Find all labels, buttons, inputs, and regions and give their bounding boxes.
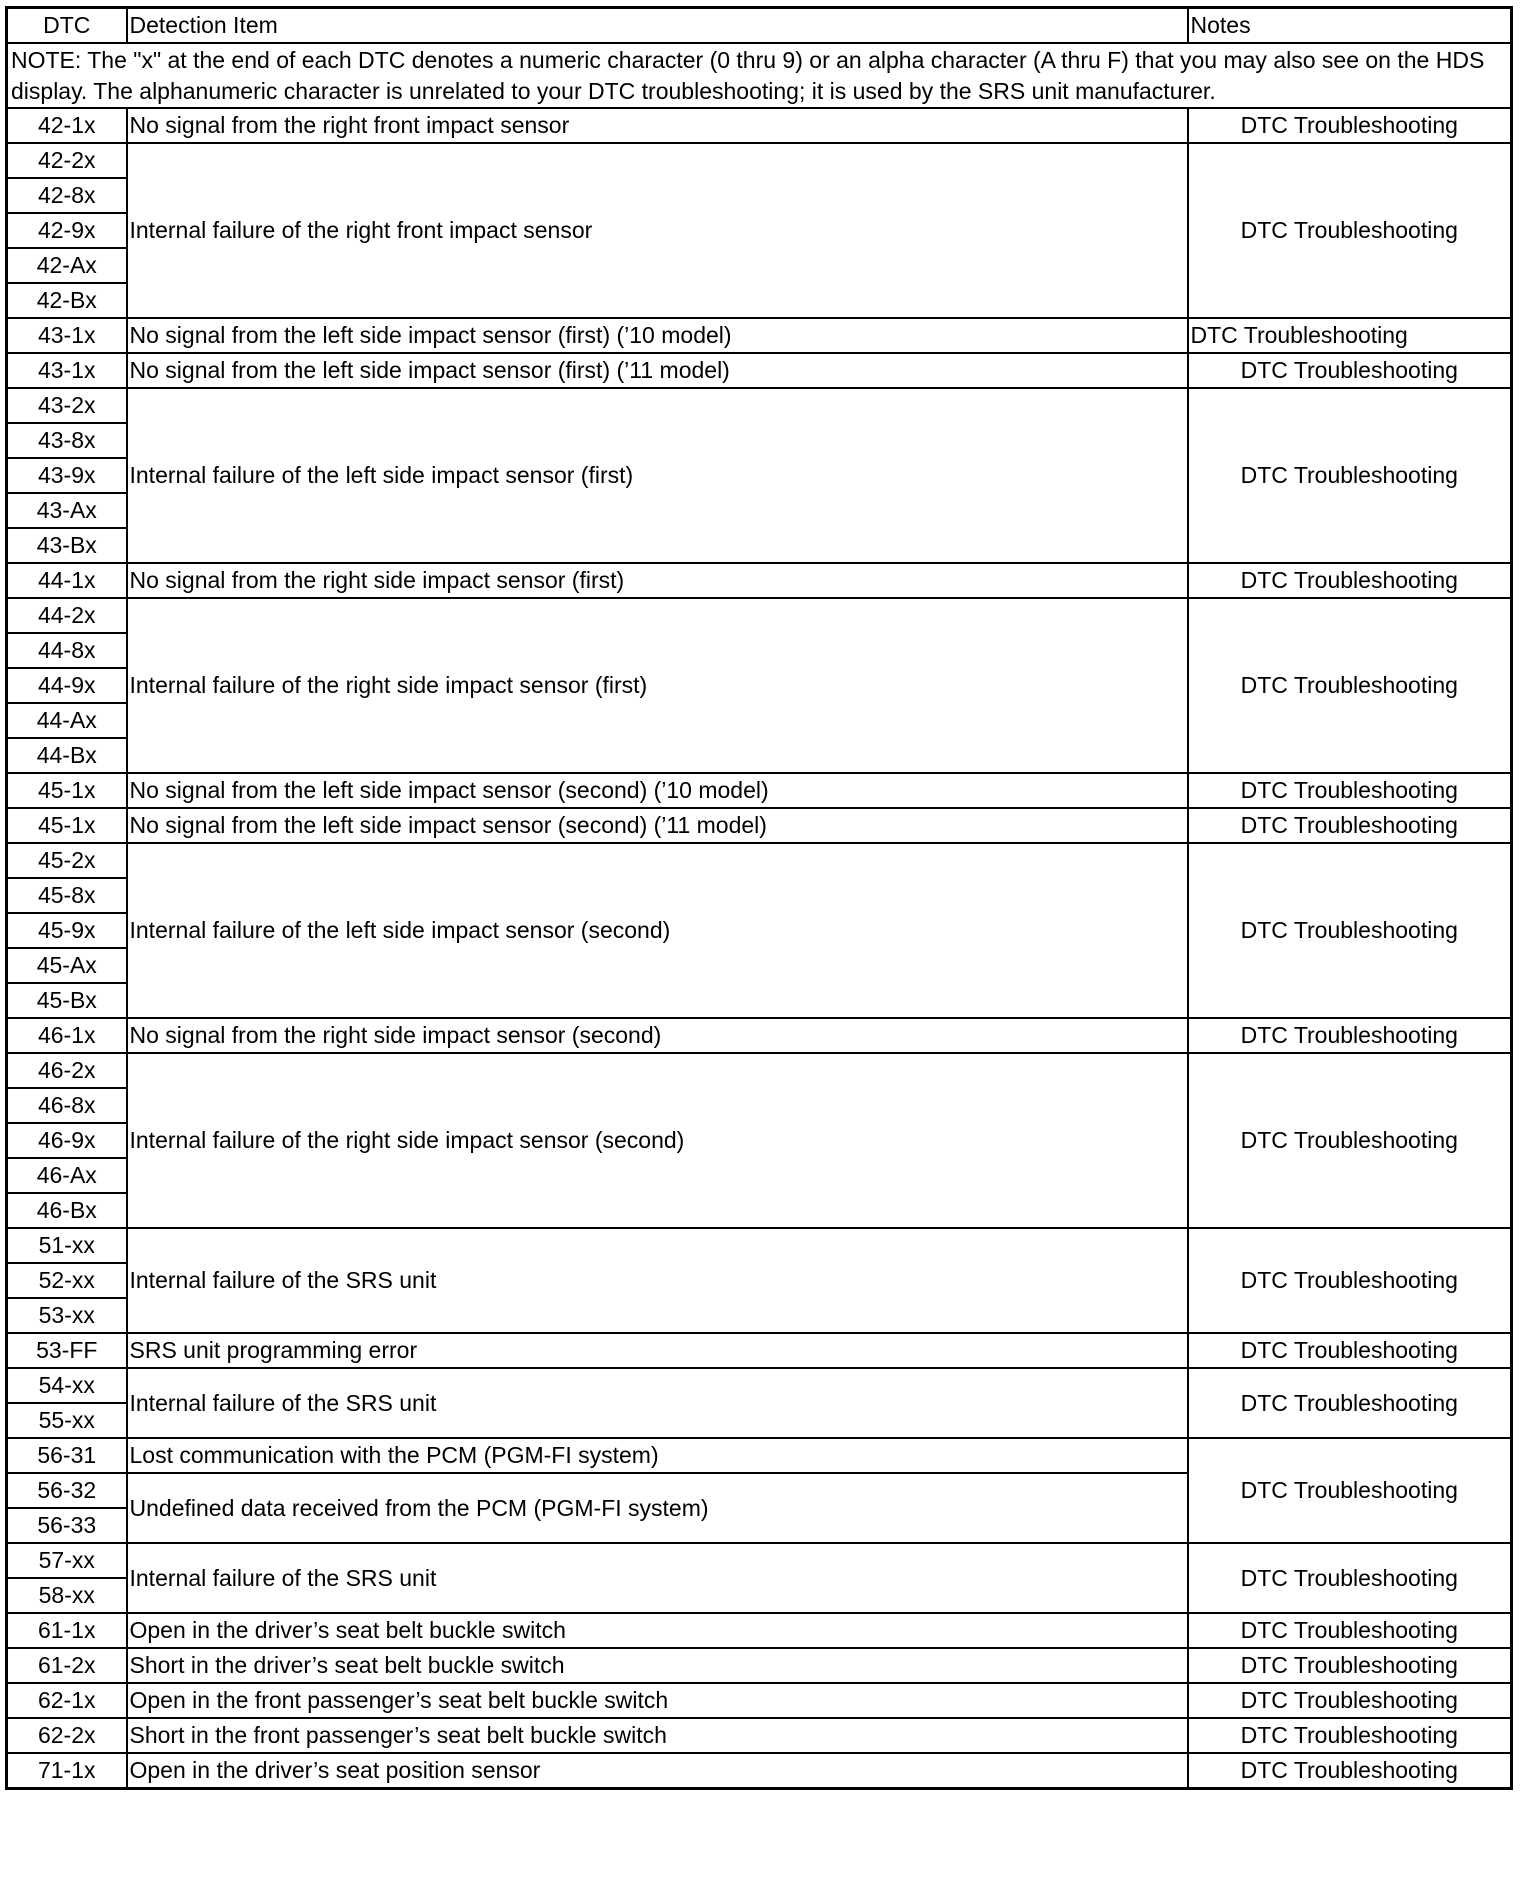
notes-cell: DTC Troubleshooting xyxy=(1188,843,1512,1018)
note-text: NOTE: The "x" at the end of each DTC denotes a numeric character (0 thru 9) or an alpha character (A thru F) that you may also see on the HDS display. The alphanumeric character is unrelated to your DTC troubleshooting; it is used by the SRS unit manufacturer. xyxy=(7,43,1512,108)
detection-item: Internal failure of the right side impact sensor (first) xyxy=(127,598,1188,773)
dtc-code: 62-2x xyxy=(7,1718,127,1753)
detection-item: Open in the front passenger’s seat belt buckle switch xyxy=(127,1683,1188,1718)
detection-item: Short in the driver’s seat belt buckle switch xyxy=(127,1648,1188,1683)
notes-cell: DTC Troubleshooting xyxy=(1188,1333,1512,1368)
dtc-code: 44-2x xyxy=(7,598,127,633)
dtc-code: 55-xx xyxy=(7,1403,127,1438)
table-row xyxy=(7,1053,1512,1088)
dtc-code: 46-Ax xyxy=(7,1158,127,1193)
dtc-code: 43-8x xyxy=(7,423,127,458)
dtc-code: 43-2x xyxy=(7,388,127,423)
dtc-code: 58-xx xyxy=(7,1578,127,1613)
note-row xyxy=(7,43,1512,108)
notes-cell: DTC Troubleshooting xyxy=(1188,808,1512,843)
dtc-code: 42-9x xyxy=(7,213,127,248)
dtc-code: 52-xx xyxy=(7,1263,127,1298)
table-row xyxy=(7,1543,1512,1578)
dtc-code: 53-xx xyxy=(7,1298,127,1333)
dtc-code: 42-1x xyxy=(7,108,127,143)
header-notes: Notes xyxy=(1188,8,1512,44)
detection-item: No signal from the right side impact sensor (first) xyxy=(127,563,1188,598)
dtc-code: 46-8x xyxy=(7,1088,127,1123)
dtc-code: 43-1x xyxy=(7,318,127,353)
table-row xyxy=(7,1683,1512,1718)
table-row xyxy=(7,318,1512,353)
table-row xyxy=(7,1753,1512,1789)
dtc-code: 56-31 xyxy=(7,1438,127,1473)
table-row xyxy=(7,1438,1512,1473)
detection-item: Open in the driver’s seat position sensor xyxy=(127,1753,1188,1789)
detection-item: Internal failure of the right front impact sensor xyxy=(127,143,1188,318)
dtc-code: 46-9x xyxy=(7,1123,127,1158)
notes-cell: DTC Troubleshooting xyxy=(1188,1613,1512,1648)
dtc-code: 42-Ax xyxy=(7,248,127,283)
notes-cell: DTC Troubleshooting xyxy=(1188,773,1512,808)
table-row xyxy=(7,808,1512,843)
table-row xyxy=(7,388,1512,423)
detection-item: No signal from the right side impact sensor (second) xyxy=(127,1018,1188,1053)
dtc-code: 53-FF xyxy=(7,1333,127,1368)
dtc-code: 45-8x xyxy=(7,878,127,913)
table-row xyxy=(7,773,1512,808)
table-row xyxy=(7,1718,1512,1753)
notes-cell: DTC Troubleshooting xyxy=(1188,1753,1512,1789)
notes-cell: DTC Troubleshooting xyxy=(1188,143,1512,318)
notes-cell: DTC Troubleshooting xyxy=(1188,108,1512,143)
detection-item: Internal failure of the left side impact sensor (first) xyxy=(127,388,1188,563)
dtc-code: 42-2x xyxy=(7,143,127,178)
detection-item: No signal from the right front impact sensor xyxy=(127,108,1188,143)
notes-cell: DTC Troubleshooting xyxy=(1188,353,1512,388)
dtc-code: 43-9x xyxy=(7,458,127,493)
header-dtc: DTC xyxy=(7,8,127,44)
dtc-code: 44-8x xyxy=(7,633,127,668)
detection-item: Undefined data received from the PCM (PGM-FI system) xyxy=(127,1473,1188,1543)
dtc-code: 44-9x xyxy=(7,668,127,703)
table-row xyxy=(7,108,1512,143)
table-row xyxy=(7,1613,1512,1648)
notes-cell: DTC Troubleshooting xyxy=(1188,598,1512,773)
table-row xyxy=(7,143,1512,178)
notes-cell: DTC Troubleshooting xyxy=(1188,563,1512,598)
detection-item: Open in the driver’s seat belt buckle switch xyxy=(127,1613,1188,1648)
detection-item: Internal failure of the SRS unit xyxy=(127,1368,1188,1438)
notes-cell: DTC Troubleshooting xyxy=(1188,1543,1512,1613)
detection-item: Internal failure of the SRS unit xyxy=(127,1228,1188,1333)
dtc-code: 56-32 xyxy=(7,1473,127,1508)
dtc-code: 45-Bx xyxy=(7,983,127,1018)
dtc-code: 61-1x xyxy=(7,1613,127,1648)
notes-cell: DTC Troubleshooting xyxy=(1188,1368,1512,1438)
dtc-code: 45-2x xyxy=(7,843,127,878)
dtc-code: 45-9x xyxy=(7,913,127,948)
header-detection-item: Detection Item xyxy=(127,8,1188,44)
table-row xyxy=(7,1333,1512,1368)
detection-item: Short in the front passenger’s seat belt buckle switch xyxy=(127,1718,1188,1753)
notes-cell: DTC Troubleshooting xyxy=(1188,1683,1512,1718)
dtc-code: 56-33 xyxy=(7,1508,127,1543)
notes-cell: DTC Troubleshooting xyxy=(1188,1648,1512,1683)
dtc-code: 62-1x xyxy=(7,1683,127,1718)
notes-cell: DTC Troubleshooting xyxy=(1188,1053,1512,1228)
table-row xyxy=(7,1368,1512,1403)
table-row xyxy=(7,1228,1512,1263)
detection-item: No signal from the left side impact sensor (second) (’10 model) xyxy=(127,773,1188,808)
dtc-code: 46-Bx xyxy=(7,1193,127,1228)
detection-item: Internal failure of the SRS unit xyxy=(127,1543,1188,1613)
detection-item: Internal failure of the left side impact sensor (second) xyxy=(127,843,1188,1018)
dtc-code: 43-Ax xyxy=(7,493,127,528)
dtc-code: 61-2x xyxy=(7,1648,127,1683)
detection-item: No signal from the left side impact sensor (first) (’11 model) xyxy=(127,353,1188,388)
dtc-code: 51-xx xyxy=(7,1228,127,1263)
dtc-code: 42-Bx xyxy=(7,283,127,318)
notes-cell: DTC Troubleshooting xyxy=(1188,1228,1512,1333)
dtc-code: 45-1x xyxy=(7,773,127,808)
dtc-code: 44-Bx xyxy=(7,738,127,773)
detection-item: Lost communication with the PCM (PGM-FI system) xyxy=(127,1438,1188,1473)
dtc-code: 57-xx xyxy=(7,1543,127,1578)
notes-cell: DTC Troubleshooting xyxy=(1188,1438,1512,1543)
dtc-code: 45-1x xyxy=(7,808,127,843)
dtc-code: 42-8x xyxy=(7,178,127,213)
dtc-table xyxy=(5,6,1513,1790)
table-row xyxy=(7,353,1512,388)
dtc-code: 46-2x xyxy=(7,1053,127,1088)
notes-cell: DTC Troubleshooting xyxy=(1188,1718,1512,1753)
dtc-code: 71-1x xyxy=(7,1753,127,1789)
notes-cell: DTC Troubleshooting xyxy=(1188,1018,1512,1053)
detection-item: No signal from the left side impact sensor (first) (’10 model) xyxy=(127,318,1188,353)
detection-item: SRS unit programming error xyxy=(127,1333,1188,1368)
dtc-code: 46-1x xyxy=(7,1018,127,1053)
notes-cell: DTC Troubleshooting xyxy=(1188,388,1512,563)
table-row xyxy=(7,1018,1512,1053)
table-row xyxy=(7,598,1512,633)
detection-item: No signal from the left side impact sensor (second) (’11 model) xyxy=(127,808,1188,843)
table-row xyxy=(7,1648,1512,1683)
dtc-code: 45-Ax xyxy=(7,948,127,983)
dtc-code: 54-xx xyxy=(7,1368,127,1403)
dtc-code: 43-1x xyxy=(7,353,127,388)
table-row xyxy=(7,843,1512,878)
detection-item: Internal failure of the right side impact sensor (second) xyxy=(127,1053,1188,1228)
notes-cell: DTC Troubleshooting xyxy=(1188,318,1512,353)
header-row xyxy=(7,8,1512,44)
dtc-code: 43-Bx xyxy=(7,528,127,563)
table-row xyxy=(7,563,1512,598)
dtc-code: 44-Ax xyxy=(7,703,127,738)
dtc-code: 44-1x xyxy=(7,563,127,598)
